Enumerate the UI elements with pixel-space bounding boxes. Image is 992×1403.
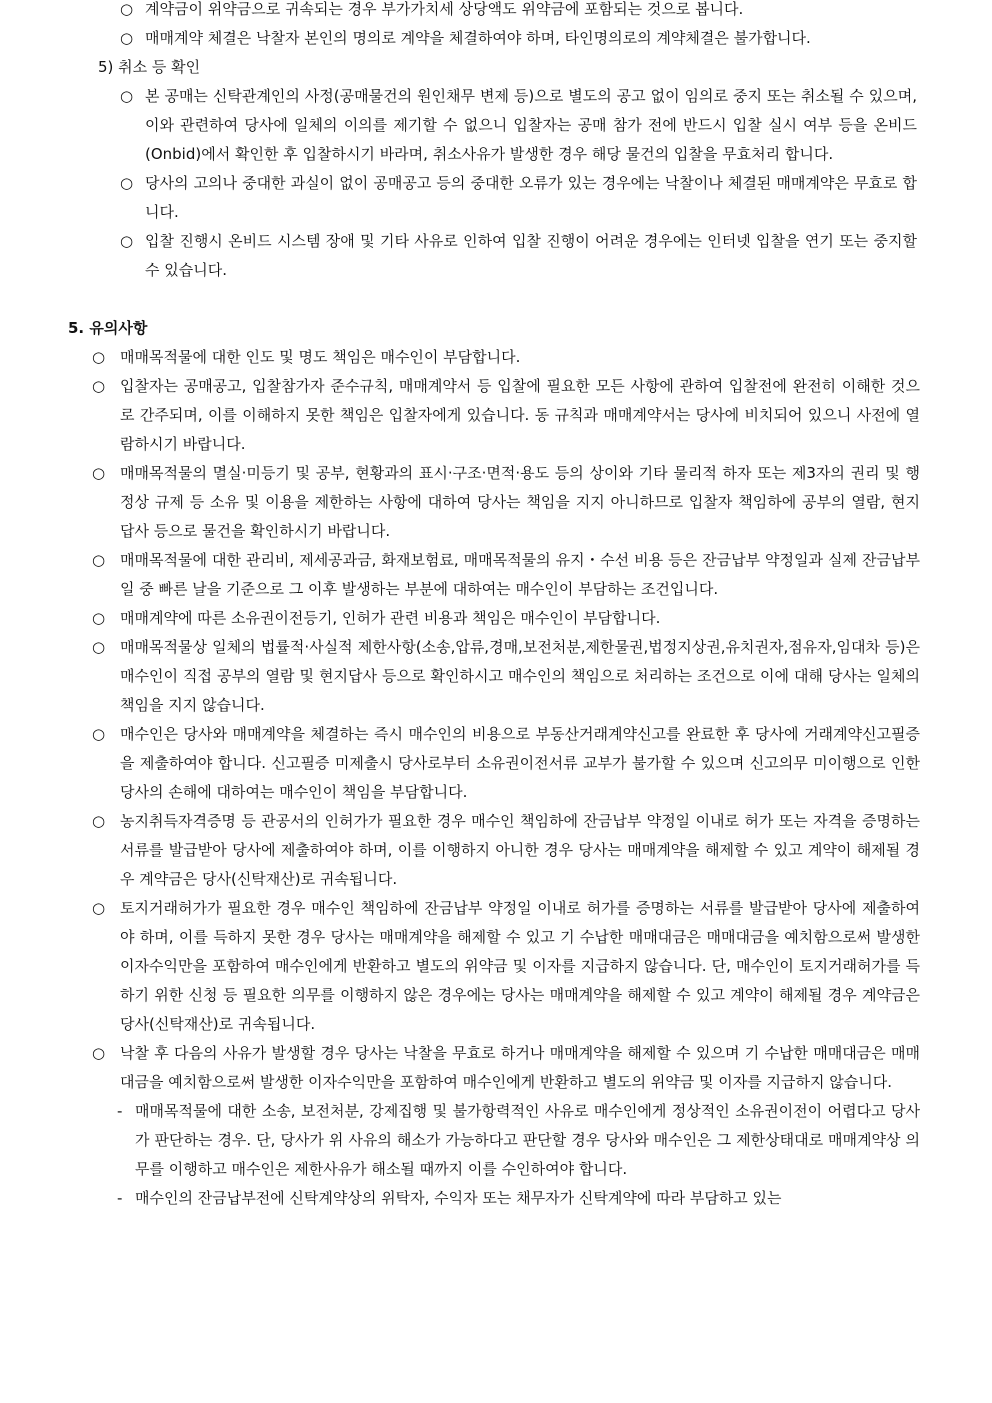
bullet-circle: ○ xyxy=(92,899,106,917)
list-item xyxy=(92,459,920,546)
cancel-section-heading: 5) 취소 등 확인 xyxy=(98,58,201,76)
list-item xyxy=(120,82,917,169)
top-items xyxy=(0,0,992,53)
bullet-dash: - xyxy=(117,1189,123,1207)
bullet-circle: ○ xyxy=(92,464,106,482)
item-text: 당사의 고의나 중대한 과실이 없이 공매공고 등의 중대한 오류가 있는 경우에는 낙찰이나 체결된 매매계약은 무효로 합니다. xyxy=(145,174,917,221)
bullet-circle: ○ xyxy=(120,87,134,105)
item-text: 매매목적물의 멸실·미등기 및 공부, 현황과의 표시·구조·면적·용도 등의 상이와 기타 물리적 하자 또는 제3자의 권리 및 행정상 규제 등 소유 및 이용을 제한하는 사항에 대하여 당사는 책임을 지지 아니하므로 입찰자 책임하에 공부의 열람, 현지 답사 등으로 물건을 확인하시기 바랍니다. xyxy=(120,464,920,540)
item-text: 매매목적물상 일체의 법률적·사실적 제한사항(소송,압류,경매,보전처분,제한물권,법정지상권,유치권자,점유자,임대차 등)은 매수인이 직접 공부의 열람 및 현지답사 등으로 확인하시고 매수인의 책임으로 처리하는 조건으로 이에 대해 당사는 일체의 책임을 지지 않습니다. xyxy=(120,638,920,714)
bullet-circle: ○ xyxy=(92,1044,106,1062)
bullet-dash: - xyxy=(117,1102,123,1120)
list-item xyxy=(92,720,920,807)
list-item xyxy=(92,372,920,459)
bullet-circle: ○ xyxy=(92,638,106,656)
item-text: 매매계약 체결은 낙찰자 본인의 명의로 계약을 체결하여야 하며, 타인명의로의 계약체결은 불가합니다. xyxy=(145,29,811,47)
sub-list-item xyxy=(117,1184,920,1213)
list-item xyxy=(92,546,920,604)
list-item xyxy=(92,1039,920,1097)
item-text: 매매계약에 따른 소유권이전등기, 인허가 관련 비용과 책임은 매수인이 부담합니다. xyxy=(120,609,661,627)
item-text: 본 공매는 신탁관계인의 사정(공매물건의 원인채무 변제 등)으로 별도의 공고 없이 임의로 중지 또는 취소될 수 있으며, 이와 관련하여 당사에 일체의 이의를 제기할 수 없으니 입찰자는 공매 참가 전에 반드시 입찰 실시 여부 등을 온비드(Onbid)에서 확인한 후 입찰하시기 바라며, 취소사유가 발생한 경우 해당 물건의 입찰을 무효처리 합니다. xyxy=(145,87,917,163)
list-item xyxy=(120,169,917,227)
bullet-circle: ○ xyxy=(120,0,134,18)
cancel-items xyxy=(0,82,992,285)
item-text: 매수인은 당사와 매매계약을 체결하는 즉시 매수인의 비용으로 부동산거래계약신고를 완료한 후 당사에 거래계약신고필증을 제출하여야 합니다. 신고필증 미제출시 당사로부터 소유권이전서류 교부가 불가할 수 있으며 신고의무 미이행으로 인한 당사의 손해에 대하여는 매수인이 책임을 부담합니다. xyxy=(120,725,920,801)
item-text: 계약금이 위약금으로 귀속되는 경우 부가가치세 상당액도 위약금에 포함되는 것으로 봅니다. xyxy=(145,0,744,18)
item-text: 매매목적물에 대한 관리비, 제세공과금, 화재보험료, 매매목적물의 유지・수선 비용 등은 잔금납부 약정일과 실제 잔금납부일 중 빠른 날을 기준으로 그 이후 발생하는 부분에 대하여는 매수인이 부담하는 조건입니다. xyxy=(120,551,920,598)
bullet-circle: ○ xyxy=(92,812,106,830)
sub-item-text: 매수인의 잔금납부전에 신탁계약상의 위탁자, 수익자 또는 채무자가 신탁계약에 따라 부담하고 있는 xyxy=(135,1189,782,1207)
sub-list-item xyxy=(117,1097,920,1184)
bullet-circle: ○ xyxy=(120,29,134,47)
list-item xyxy=(120,24,917,53)
bullet-circle: ○ xyxy=(92,348,106,366)
bullet-circle: ○ xyxy=(92,551,106,569)
bullet-circle: ○ xyxy=(120,174,134,192)
item-text: 낙찰 후 다음의 사유가 발생할 경우 당사는 낙찰을 무효로 하거나 매매계약을 해제할 수 있으며 기 수납한 매매대금은 매매대금을 예치함으로써 발생한 이자수익만을 포함하여 매수인에게 반환하고 별도의 위약금 및 이자를 지급하지 않습니다. xyxy=(120,1044,920,1091)
item-text: 매매목적물에 대한 인도 및 명도 책임은 매수인이 부담합니다. xyxy=(120,348,521,366)
list-item xyxy=(92,604,920,633)
sub-item-text: 매매목적물에 대한 소송, 보전처분, 강제집행 및 불가항력적인 사유로 매수인에게 정상적인 소유권이전이 어렵다고 당사가 판단하는 경우. 단, 당사가 위 사유의 해소가 가능하다고 판단할 경우 당사와 매수인은 그 제한상태대로 매매계약상 의무를 이행하고 매수인은 제한사유가 해소될 때까지 이를 수인하여야 합니다. xyxy=(135,1102,920,1178)
list-item xyxy=(92,894,920,1039)
list-item xyxy=(92,807,920,894)
list-item xyxy=(92,633,920,720)
notes-sub-items xyxy=(0,1097,992,1213)
list-item xyxy=(120,227,917,285)
list-item xyxy=(120,0,917,24)
item-text: 입찰 진행시 온비드 시스템 장애 및 기타 사유로 인하여 입찰 진행이 어려운 경우에는 인터넷 입찰을 연기 또는 중지할 수 있습니다. xyxy=(145,232,917,279)
list-item xyxy=(92,343,920,372)
bullet-circle: ○ xyxy=(92,377,106,395)
bullet-circle: ○ xyxy=(92,725,106,743)
notes-section-heading: 5. 유의사항 xyxy=(68,319,148,337)
notes-items xyxy=(0,343,992,1097)
item-text: 농지취득자격증명 등 관공서의 인허가가 필요한 경우 매수인 책임하에 잔금납부 약정일 이내로 허가 또는 자격을 증명하는 서류를 발급받아 당사에 제출하여야 하며, 이를 이행하지 아니한 경우 당사는 매매계약을 해제할 수 있고 계약이 해제될 경우 계약금은 당사(신탁재산)로 귀속됩니다. xyxy=(120,812,920,888)
bullet-circle: ○ xyxy=(92,609,106,627)
item-text: 입찰자는 공매공고, 입찰참가자 준수규칙, 매매계약서 등 입찰에 필요한 모든 사항에 관하여 입찰전에 완전히 이해한 것으로 간주되며, 이를 이해하지 못한 책임은 입찰자에게 있습니다. 동 규칙과 매매계약서는 당사에 비치되어 있으니 사전에 열람하시기 바랍니다. xyxy=(120,377,920,453)
item-text: 토지거래허가가 필요한 경우 매수인 책임하에 잔금납부 약정일 이내로 허가를 증명하는 서류를 발급받아 당사에 제출하여야 하며, 이를 득하지 못한 경우 당사는 매매계약을 해제할 수 있고 기 수납한 매매대금은 매매대금을 예치함으로써 발생한 이자수익만을 포함하여 매수인에게 반환하고 별도의 위약금 및 이자를 지급하지 않습니다. 단, 매수인이 토지거래허가를 득하기 위한 신청 등 필요한 의무를 이행하지 않은 경우에는 당사는 매매계약을 해제할 수 있고 계약이 해제될 경우 계약금은 당사(신탁재산)로 귀속됩니다. xyxy=(120,899,920,1033)
bullet-circle: ○ xyxy=(120,232,134,250)
